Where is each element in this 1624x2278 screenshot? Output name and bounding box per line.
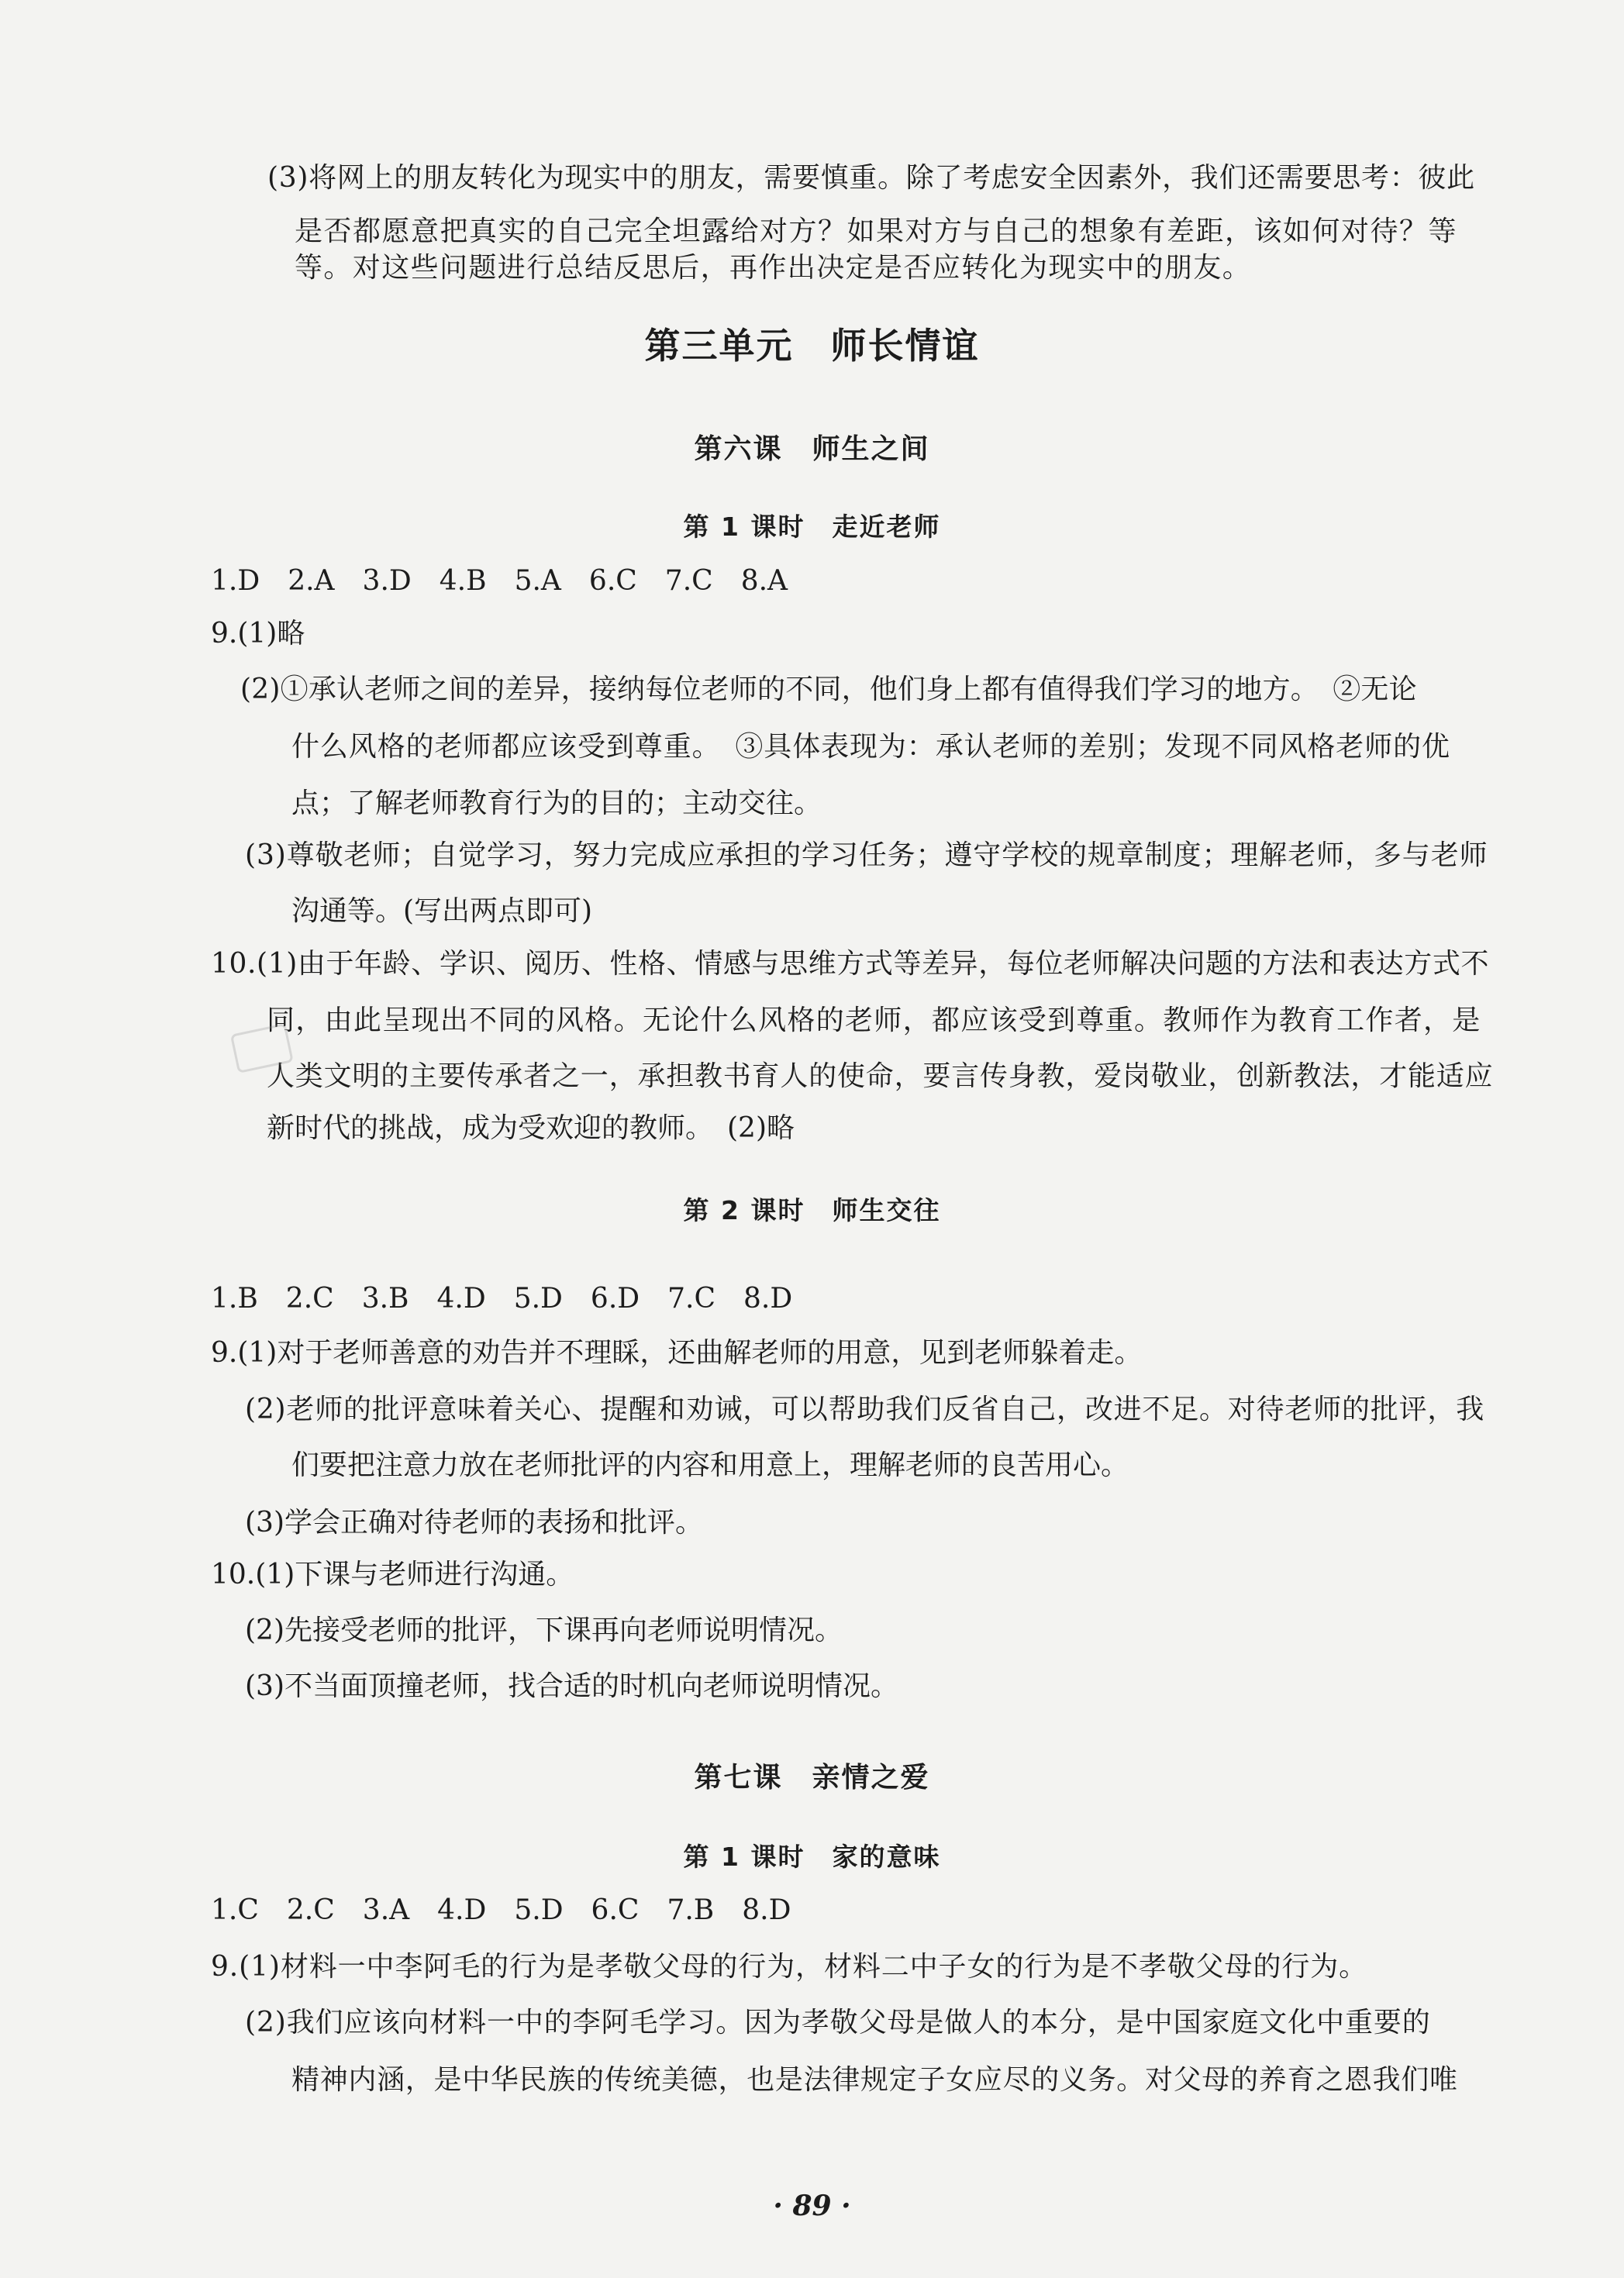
page-number: · 89 ·: [773, 2190, 851, 2222]
watermark-stamp-icon: [229, 1022, 298, 1076]
text-line: 同，由此呈现出不同的风格。无论什么风格的老师，都应该受到尊重。教师作为教育工作者，是: [267, 1005, 1481, 1036]
text-line: 沟通等。(写出两点即可): [291, 895, 593, 927]
text-line: (3)将网上的朋友转化为现实中的朋友，需要慎重。除了考虑安全因素外，我们还需要思考：彼此: [267, 162, 1475, 194]
text-line: 9.(1)材料一中李阿毛的行为是孝敬父母的行为，材料二中子女的行为是不孝敬父母的行为。: [211, 1951, 1368, 1983]
text-line: 新时代的挑战，成为受欢迎的教师。 (2)略: [267, 1112, 795, 1144]
text-line: 1.D 2.A 3.D 4.B 5.A 6.C 7.C 8.A: [211, 565, 788, 597]
text-line: 人类文明的主要传承者之一，承担教书育人的使命，要言传身教，爱岗敬业，创新教法，才能适应: [267, 1060, 1494, 1092]
text-line: 1.C 2.C 3.A 4.D 5.D 6.C 7.B 8.D: [211, 1894, 791, 1926]
period-title: 第 1 课时 走近老师: [683, 512, 941, 542]
text-line: (2)①承认老师之间的差异，接纳每位老师的不同，他们身上都有值得我们学习的地方。 ②无论: [240, 674, 1417, 705]
text-line: (2)老师的批评意味着关心、提醒和劝诫，可以帮助我们反省自己，改进不足。对待老师的批评，我: [245, 1394, 1484, 1425]
text-line: 们要把注意力放在老师批评的内容和用意上，理解老师的良苦用心。: [291, 1449, 1129, 1481]
period-title: 第 1 课时 家的意味: [683, 1842, 941, 1872]
text-line: 9.(1)略: [211, 618, 305, 650]
text-line: 10.(1)由于年龄、学识、阅历、性格、情感与思维方式等差异，每位老师解决问题的方法和表达方式不: [211, 948, 1490, 980]
text-line: (3)学会正确对待老师的表扬和批评。: [245, 1507, 703, 1539]
text-line: 10.(1)下课与老师进行沟通。: [211, 1559, 574, 1590]
text-line: 等。对这些问题进行总结反思后，再作出决定是否应转化为现实中的朋友。: [295, 252, 1252, 284]
text-line: (2)先接受老师的批评，下课再向老师说明情况。: [245, 1615, 843, 1646]
text-line: (3)尊敬老师；自觉学习，努力完成应承担的学习任务；遵守学校的规章制度；理解老师，多与老师: [245, 839, 1488, 871]
text-line: 点；了解老师教育行为的目的；主动交往。: [291, 787, 822, 819]
text-line: 是否都愿意把真实的自己完全坦露给对方？如果对方与自己的想象有差距，该如何对待？等: [295, 215, 1458, 247]
text-line: (3)不当面顶撞老师，找合适的时机向老师说明情况。: [245, 1670, 898, 1702]
lesson-title: 第七课 亲情之爱: [694, 1762, 930, 1794]
text-line: 什么风格的老师都应该受到尊重。 ③具体表现为：承认老师的差别；发现不同风格老师的优: [291, 731, 1450, 763]
lesson-title: 第六课 师生之间: [694, 433, 930, 465]
unit-title: 第三单元 师长情谊: [644, 325, 980, 367]
text-line: 9.(1)对于老师善意的劝告并不理睬，还曲解老师的用意，见到老师躲着走。: [211, 1337, 1143, 1369]
period-title: 第 2 课时 师生交往: [683, 1195, 941, 1225]
text-line: 精神内涵，是中华民族的传统美德，也是法律规定子女应尽的义务。对父母的养育之恩我们唯: [291, 2064, 1458, 2096]
text-line: (2)我们应该向材料一中的李阿毛学习。因为孝敬父母是做人的本分，是中国家庭文化中重要的: [245, 2007, 1431, 2038]
text-line: 1.B 2.C 3.B 4.D 5.D 6.D 7.C 8.D: [211, 1283, 793, 1315]
